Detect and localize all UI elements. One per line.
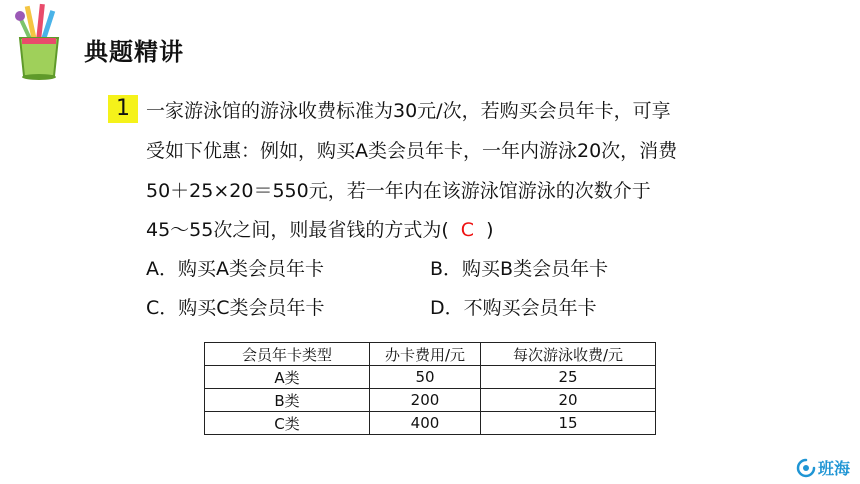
answer-text: C (460, 219, 475, 241)
section-title: 典题精讲 (84, 38, 184, 66)
table-cell: 20 (481, 389, 656, 412)
table-cell: 200 (370, 389, 481, 412)
pencil-cup-icon (6, 2, 72, 82)
table-row (205, 412, 656, 435)
brand-name: 班海 (817, 459, 850, 478)
question-line-3: 50＋25×20＝550元，若一年内在该游泳馆游泳的次数介于 (146, 180, 651, 202)
question-line-2: 受如下优惠：例如，购买A类会员年卡，一年内游泳20次，消费 (146, 140, 678, 162)
table-header-row (205, 343, 656, 366)
table-cell: 15 (481, 412, 656, 435)
table-row (205, 389, 656, 412)
table-cell: 50 (370, 366, 481, 389)
table-header-cell: 会员年卡类型 (205, 343, 370, 366)
brand-logo (796, 456, 850, 479)
question-line-4-suffix: ) (486, 219, 494, 241)
question-line-4 (146, 215, 493, 242)
question-number-badge: 1 (108, 95, 138, 123)
question-line-4-prefix: 45～55次之间，则最省钱的方式为( (146, 219, 449, 241)
option-c: C．购买C类会员年卡 (146, 297, 325, 319)
option-b: B．购买B类会员年卡 (430, 258, 609, 280)
fee-table (204, 342, 656, 435)
table-cell: B类 (205, 389, 370, 412)
table-row (205, 366, 656, 389)
brand-swirl-icon (796, 458, 816, 478)
option-d: D．不购买会员年卡 (430, 297, 597, 319)
table-cell: C类 (205, 412, 370, 435)
table-cell: 400 (370, 412, 481, 435)
table-header-cell: 办卡费用/元 (370, 343, 481, 366)
table-header-cell: 每次游泳收费/元 (481, 343, 656, 366)
question-line-1: 一家游泳馆的游泳收费标准为30元/次，若购买会员年卡，可享 (146, 100, 671, 122)
option-a: A．购买A类会员年卡 (146, 258, 324, 280)
table-cell: 25 (481, 366, 656, 389)
table-cell: A类 (205, 366, 370, 389)
